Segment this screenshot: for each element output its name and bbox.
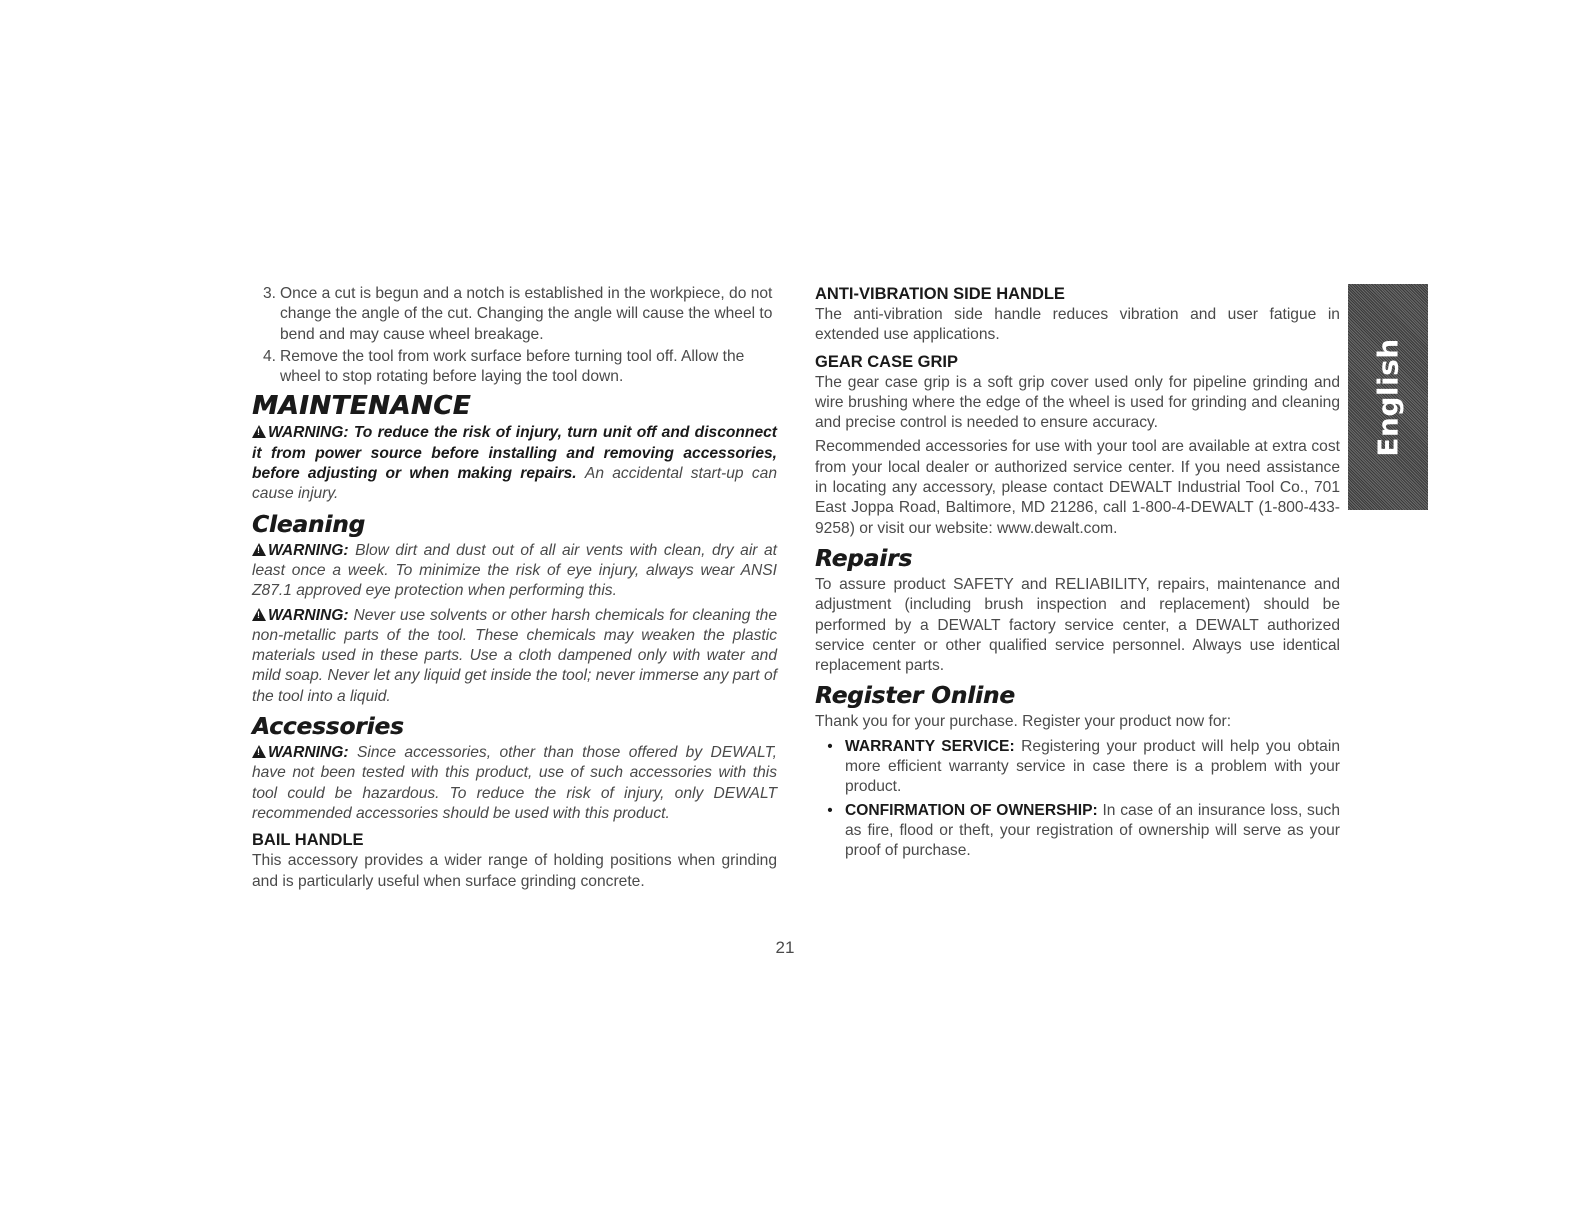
repairs-heading: Repairs <box>815 545 913 572</box>
warning-text: Never use solvents or other harsh chemicals for cleaning the non-metallic parts of the tool. These chemicals may weaken the plastic materials used in these parts. Use a cloth dampened only with water and mild soap. Never let any liquid get inside the tool; never immerse any part of the tool into a liquid. <box>252 606 778 705</box>
list-number: 4. <box>262 347 276 365</box>
accessories-warning <box>252 743 777 824</box>
cleaning-warning-2 <box>252 606 777 707</box>
bullet-body: Registering your product will help you obtain more efficient warranty service in case there is a problem with your product. <box>845 737 1340 796</box>
gear-case-text: The gear case grip is a soft grip cover used only for pipeline grinding and wire brushing where the edge of the wheel is used for grinding and cleaning and precise control is needed to ensure accuracy. <box>815 373 1340 432</box>
maintenance-warning <box>252 423 777 504</box>
repairs-text: To assure product SAFETY and RELIABILITY, repairs, maintenance and adjustment (including brush inspection and replacement) should be performed by a DEWALT factory service center, a DEWALT authorized service center or other qualified service personnel. Always use identical replacement parts. <box>815 575 1340 675</box>
bullet-body: In case of an insurance loss, such as fire, flood or theft, your registration of ownership will serve as your proof of purchase. <box>845 801 1340 860</box>
bullet-text <box>845 801 1340 862</box>
accessories-heading: Accessories <box>252 714 404 741</box>
accessories-contact-text: Recommended accessories for use with your tool are available at extra cost from your local dealer or authorized service center. If you need assistance in locating any accessory, please contact DEWALT Industrial Tool Co., 701 East Joppa Road, Baltimore, MD 21286, call 1-800-4-DEWALT (1-800-433-9258) or visit our website: www.dewalt.com. <box>815 438 1340 537</box>
page-number: 21 <box>775 938 795 957</box>
anti-vibration-text: The anti-vibration side handle reduces vibration and user fatigue in extended use applications. <box>815 306 1340 344</box>
warning-icon <box>252 425 266 438</box>
warning-italic-text: An accidental start-up can cause injury. <box>252 465 777 503</box>
maintenance-heading: MAINTENANCE <box>252 391 471 422</box>
left-column <box>252 284 777 896</box>
warning-icon <box>252 543 266 556</box>
warning-label: WARNING: <box>268 541 349 559</box>
list-text: Remove the tool from work surface before turning tool off. Allow the wheel to stop rotating before laying the tool down. <box>280 347 745 386</box>
register-intro: Thank you for your purchase. Register your product now for: <box>815 713 1232 731</box>
warning-label: WARNING: <box>268 744 349 762</box>
language-tab <box>1348 284 1428 510</box>
list-item <box>252 347 777 388</box>
language-label: English <box>1371 337 1405 457</box>
warning-text: Blow dirt and dust out of all air vents with clean, dry air at least once a week. To minimize the risk of eye injury, always wear ANSI Z87.1 approved eye protection when performing this. <box>252 541 778 600</box>
warning-label: WARNING: <box>268 424 349 442</box>
list-text: Once a cut is begun and a notch is established in the workpiece, do not change the angle of the cut. Changing the angle will cause the wheel to bend and may cause wheel breakage. <box>280 285 773 343</box>
right-column <box>815 284 1340 865</box>
warning-bold-text: To reduce the risk of injury, turn unit off and disconnect it from power source before installing and removing accessories, before adjusting or when making repairs. <box>252 424 777 483</box>
list-number: 3. <box>262 285 276 302</box>
warning-icon <box>252 745 266 758</box>
list-item <box>252 284 777 345</box>
bail-handle-text: This accessory provides a wider range of holding positions when grinding and is particularly useful when surface grinding concrete. <box>252 852 777 890</box>
cleaning-warning-1 <box>252 541 777 602</box>
warning-icon <box>252 608 266 621</box>
list-item <box>815 801 1340 862</box>
bullet-lead: CONFIRMATION OF OWNERSHIP: <box>845 801 1098 819</box>
bullet-text <box>845 737 1340 798</box>
warning-text: Since accessories, other than those offered by DEWALT, have not been tested with this product, use of such accessories with this tool could be hazardous. To reduce the risk of injury, only DEWALT recommended accessories should be used with this product. <box>252 744 777 822</box>
bullet-icon: • <box>827 801 833 819</box>
bullet-lead: WARRANTY SERVICE: <box>845 737 1015 755</box>
register-heading: Register Online <box>815 683 1015 710</box>
bail-handle-heading: BAIL HANDLE <box>252 831 364 850</box>
warning-label: WARNING: <box>268 606 349 624</box>
cleaning-heading: Cleaning <box>252 511 365 538</box>
bullet-icon: • <box>827 737 833 755</box>
register-list <box>815 737 1340 862</box>
list-item <box>815 737 1340 798</box>
gear-case-heading: GEAR CASE GRIP <box>815 352 959 371</box>
anti-vibration-heading: ANTI-VIBRATION SIDE HANDLE <box>815 285 1065 303</box>
